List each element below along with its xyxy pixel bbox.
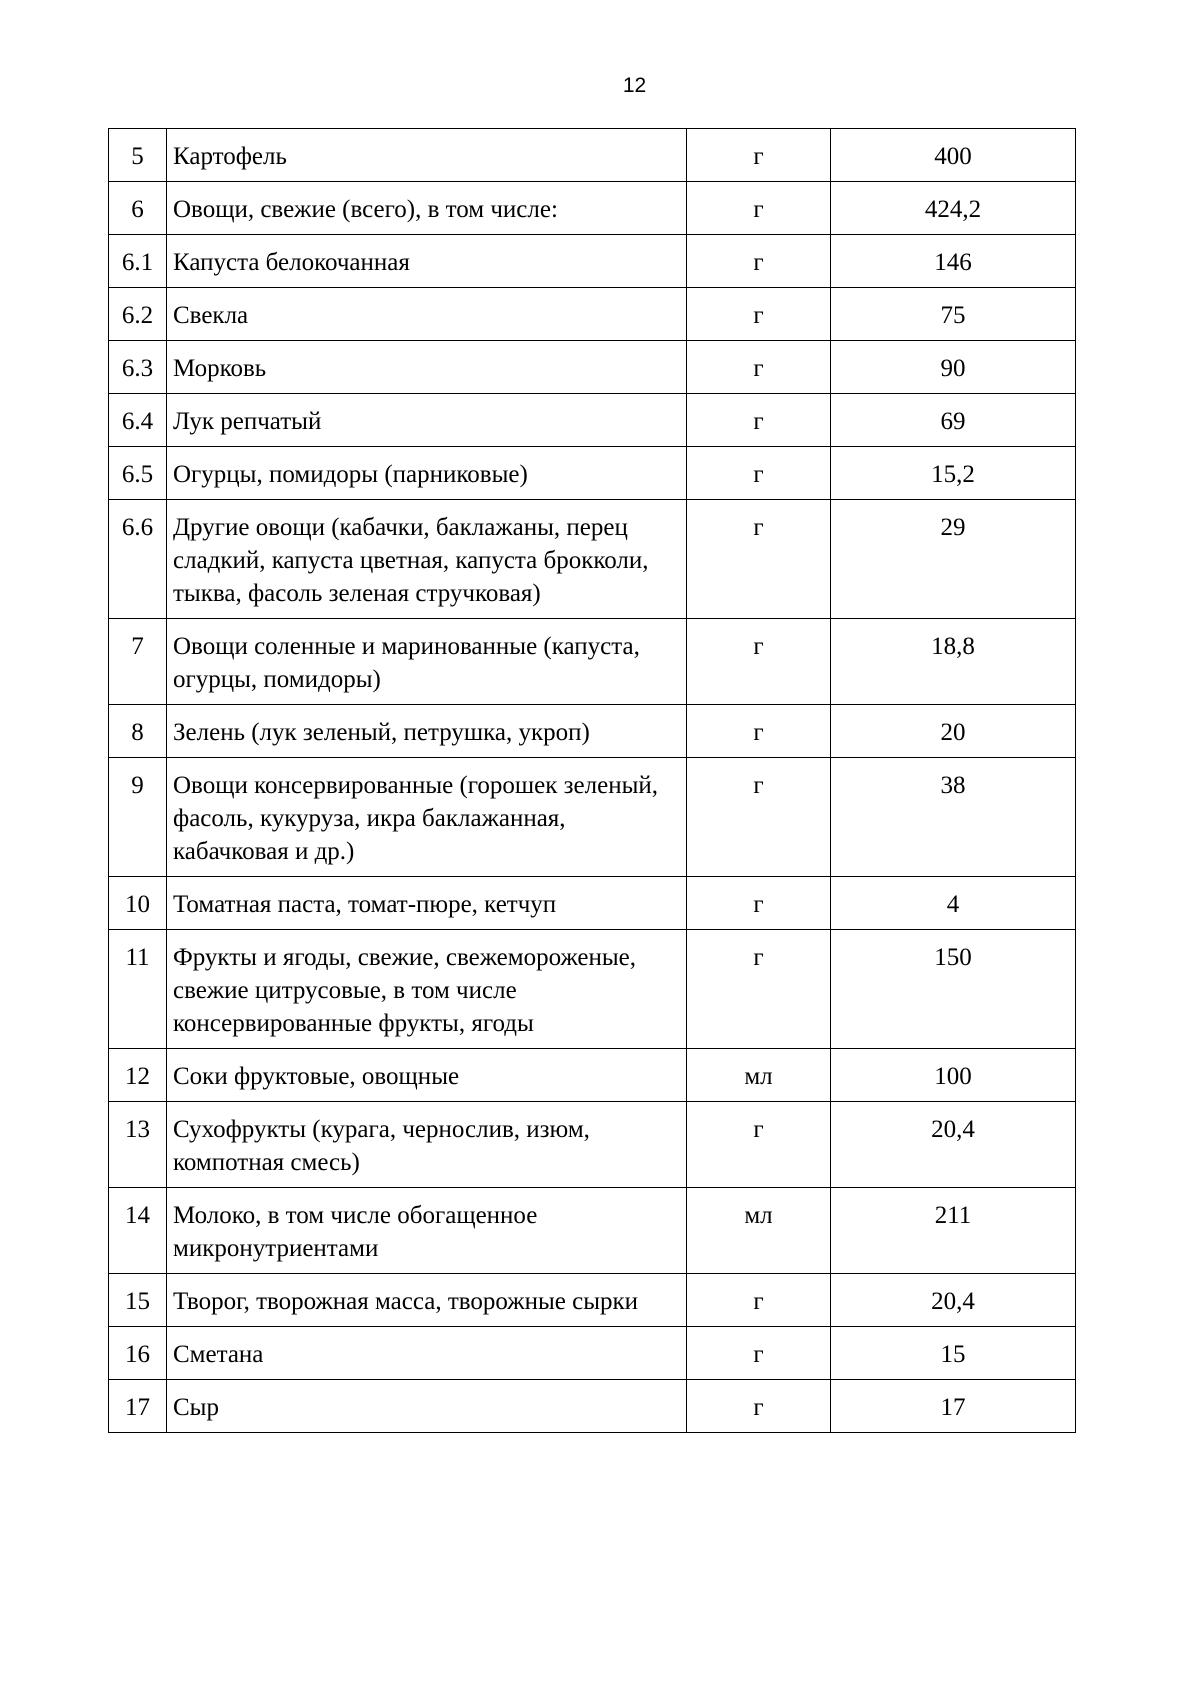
- table-row: [109, 235, 1076, 288]
- product-name: Сметана: [167, 1327, 687, 1380]
- unit: г: [687, 758, 831, 877]
- row-number: 7: [109, 619, 167, 705]
- product-name: Овощи консервированные (горошек зеленый, фасоль, кукуруза, икра баклажанная, кабачковая и др.): [167, 758, 687, 877]
- unit: г: [687, 288, 831, 341]
- quantity: 75: [831, 288, 1076, 341]
- quantity: 146: [831, 235, 1076, 288]
- table-row: [109, 1327, 1076, 1380]
- product-name: Картофель: [167, 129, 687, 182]
- products-table: [108, 128, 1076, 1433]
- row-number: 6.6: [109, 500, 167, 619]
- quantity: 211: [831, 1188, 1076, 1274]
- quantity: 69: [831, 394, 1076, 447]
- table-row: [109, 619, 1076, 705]
- row-number: 16: [109, 1327, 167, 1380]
- unit: г: [687, 394, 831, 447]
- row-number: 17: [109, 1380, 167, 1433]
- table-row: [109, 288, 1076, 341]
- row-number: 11: [109, 930, 167, 1049]
- unit: мл: [687, 1188, 831, 1274]
- product-name: Зелень (лук зеленый, петрушка, укроп): [167, 705, 687, 758]
- table-row: [109, 500, 1076, 619]
- product-name: Сыр: [167, 1380, 687, 1433]
- product-name: Соки фруктовые, овощные: [167, 1049, 687, 1102]
- unit: г: [687, 705, 831, 758]
- row-number: 6.5: [109, 447, 167, 500]
- row-number: 12: [109, 1049, 167, 1102]
- table-row: [109, 1380, 1076, 1433]
- row-number: 10: [109, 877, 167, 930]
- product-name: Фрукты и ягоды, свежие, свежемороженые, свежие цитрусовые, в том числе консервированные фрукты, ягоды: [167, 930, 687, 1049]
- unit: г: [687, 619, 831, 705]
- products-table-body: [109, 129, 1076, 1433]
- table-row: [109, 182, 1076, 235]
- unit: г: [687, 1102, 831, 1188]
- product-name: Творог, творожная масса, творожные сырки: [167, 1274, 687, 1327]
- unit: г: [687, 447, 831, 500]
- quantity: 100: [831, 1049, 1076, 1102]
- row-number: 6.3: [109, 341, 167, 394]
- table-row: [109, 1274, 1076, 1327]
- product-name: Другие овощи (кабачки, баклажаны, перец сладкий, капуста цветная, капуста брокколи, тыква, фасоль зеленая стручковая): [167, 500, 687, 619]
- product-name: Сухофрукты (курага, чернослив, изюм, компотная смесь): [167, 1102, 687, 1188]
- quantity: 20,4: [831, 1102, 1076, 1188]
- row-number: 13: [109, 1102, 167, 1188]
- row-number: 14: [109, 1188, 167, 1274]
- product-name: Овощи соленные и маринованные (капуста, огурцы, помидоры): [167, 619, 687, 705]
- page-number: 12: [622, 74, 647, 97]
- table-row: [109, 394, 1076, 447]
- row-number: 5: [109, 129, 167, 182]
- quantity: 90: [831, 341, 1076, 394]
- quantity: 20: [831, 705, 1076, 758]
- row-number: 6.1: [109, 235, 167, 288]
- row-number: 9: [109, 758, 167, 877]
- quantity: 29: [831, 500, 1076, 619]
- product-name: Томатная паста, томат-пюре, кетчуп: [167, 877, 687, 930]
- unit: г: [687, 930, 831, 1049]
- unit: г: [687, 182, 831, 235]
- unit: г: [687, 129, 831, 182]
- product-name: Свекла: [167, 288, 687, 341]
- unit: г: [687, 341, 831, 394]
- quantity: 4: [831, 877, 1076, 930]
- table-row: [109, 447, 1076, 500]
- quantity: 15: [831, 1327, 1076, 1380]
- table-row: [109, 758, 1076, 877]
- quantity: 38: [831, 758, 1076, 877]
- quantity: 20,4: [831, 1274, 1076, 1327]
- table-row: [109, 1102, 1076, 1188]
- table-row: [109, 1188, 1076, 1274]
- unit: г: [687, 1327, 831, 1380]
- unit: мл: [687, 1049, 831, 1102]
- product-name: Огурцы, помидоры (парниковые): [167, 447, 687, 500]
- row-number: 6.4: [109, 394, 167, 447]
- product-name: Овощи, свежие (всего), в том числе:: [167, 182, 687, 235]
- unit: г: [687, 500, 831, 619]
- quantity: 400: [831, 129, 1076, 182]
- product-name: Морковь: [167, 341, 687, 394]
- unit: г: [687, 1380, 831, 1433]
- product-name: Капуста белокочанная: [167, 235, 687, 288]
- quantity: 150: [831, 930, 1076, 1049]
- row-number: 6.2: [109, 288, 167, 341]
- table-row: [109, 341, 1076, 394]
- product-name: Молоко, в том числе обогащенное микронутриентами: [167, 1188, 687, 1274]
- quantity: 15,2: [831, 447, 1076, 500]
- unit: г: [687, 1274, 831, 1327]
- unit: г: [687, 877, 831, 930]
- table-row: [109, 705, 1076, 758]
- table-row: [109, 129, 1076, 182]
- quantity: 424,2: [831, 182, 1076, 235]
- row-number: 15: [109, 1274, 167, 1327]
- table-row: [109, 877, 1076, 930]
- quantity: 18,8: [831, 619, 1076, 705]
- row-number: 8: [109, 705, 167, 758]
- product-name: Лук репчатый: [167, 394, 687, 447]
- quantity: 17: [831, 1380, 1076, 1433]
- unit: г: [687, 235, 831, 288]
- table-row: [109, 930, 1076, 1049]
- row-number: 6: [109, 182, 167, 235]
- table-row: [109, 1049, 1076, 1102]
